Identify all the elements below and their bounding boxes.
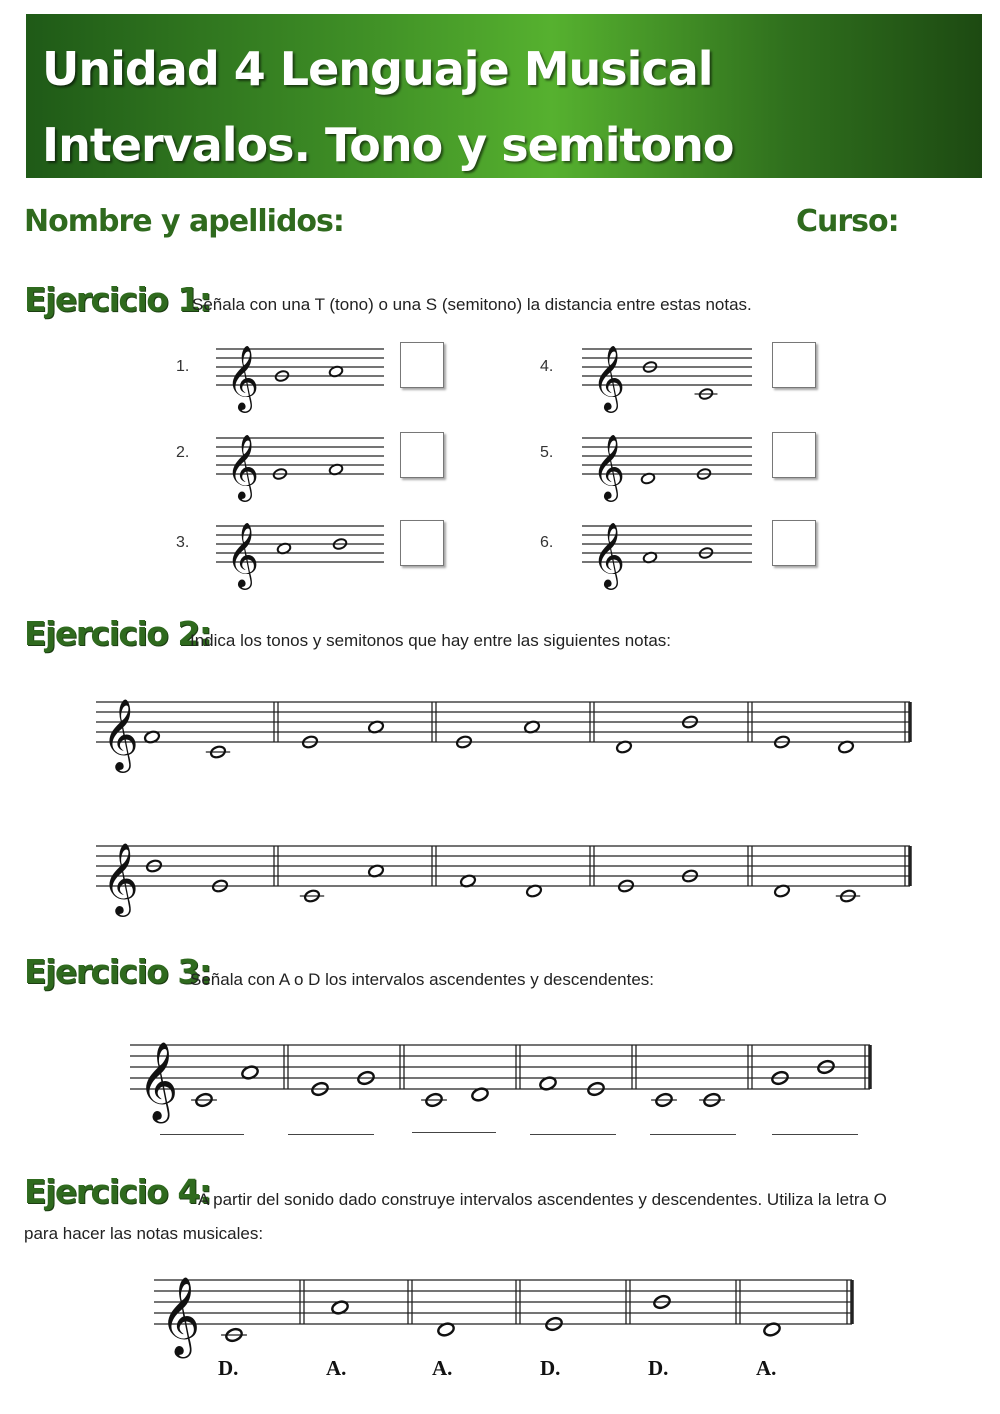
exercise1-item-label: 1. (176, 358, 190, 375)
exercise3-instruction: Señala con A o D los intervalos ascendentes y descendentes: (190, 970, 655, 989)
direction-label: D. (540, 1356, 561, 1380)
direction-label: D. (218, 1356, 239, 1380)
exercise1-item-label: 4. (540, 358, 554, 375)
exercise2-title: Ejercicio 2: (24, 614, 211, 653)
treble-clef-icon: 𝄞 (592, 345, 625, 411)
direction-label: A. (432, 1356, 453, 1380)
exercise2-instruction: Indica los tonos y semitonos que hay entre las siguientes notas: (190, 631, 672, 650)
exercise1-instruction: Señala con una T (tono) o una S (semitono) la distancia entre estas notas. (192, 295, 752, 314)
treble-clef-icon: 𝄞 (160, 1276, 201, 1356)
exercise1-item-label: 3. (176, 534, 190, 551)
name-label: Nombre y apellidos: (24, 204, 344, 239)
treble-clef-icon: 𝄞 (226, 345, 259, 411)
treble-clef-icon: 𝄞 (102, 841, 139, 914)
direction-label: A. (756, 1356, 777, 1380)
exercise4-title: Ejercicio 4: (24, 1172, 211, 1211)
page-title-line1: Unidad 4 Lenguaje Musical (42, 42, 713, 96)
direction-label: D. (648, 1356, 669, 1380)
exercise3-title: Ejercicio 3: (24, 952, 211, 991)
treble-clef-icon: 𝄞 (592, 434, 625, 500)
exercise1-item-label: 2. (176, 444, 190, 461)
treble-clef-icon: 𝄞 (592, 522, 625, 588)
treble-clef-icon: 𝄞 (138, 1041, 179, 1121)
exercise1-item-label: 5. (540, 444, 554, 461)
exercise4-instruction-line1: A partir del sonido dado construye intervalos ascendentes y descendentes. Utiliza la letra O (198, 1190, 887, 1209)
treble-clef-icon: 𝄞 (102, 697, 139, 770)
course-label: Curso: (796, 204, 899, 239)
page-title-line2: Intervalos. Tono y semitono (42, 118, 734, 172)
treble-clef-icon: 𝄞 (226, 434, 259, 500)
exercise1-title: Ejercicio 1: (24, 280, 211, 319)
exercise4-instruction-line2: para hacer las notas musicales: (24, 1224, 264, 1243)
direction-label: A. (326, 1356, 347, 1380)
treble-clef-icon: 𝄞 (226, 522, 259, 588)
exercise1-item-label: 6. (540, 534, 554, 551)
